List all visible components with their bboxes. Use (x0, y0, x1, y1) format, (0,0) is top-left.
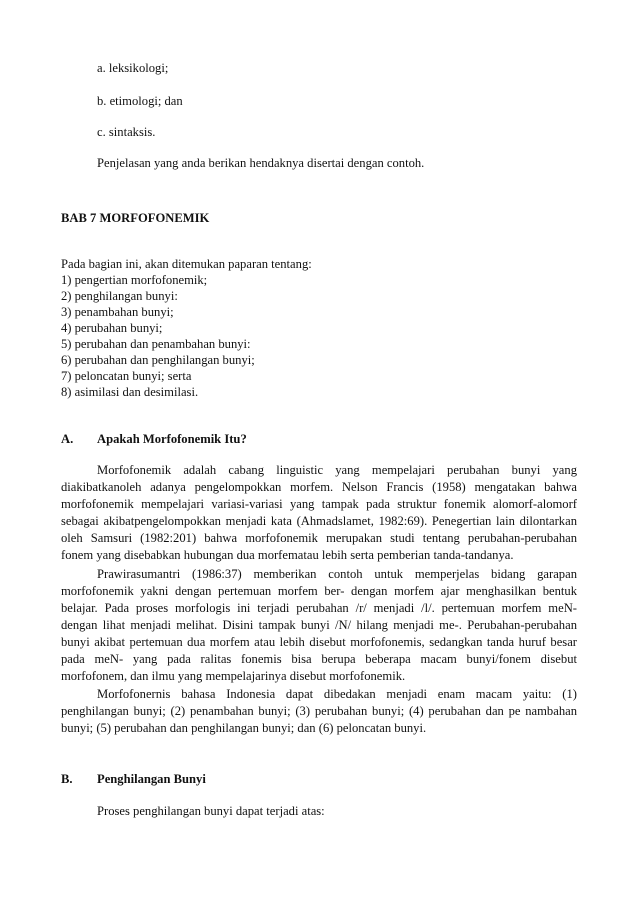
paragraph-line: sebagai akibatpengelompokkan menjadi kata (Ahmadslamet, 1982:69). Penegertian lain dilontarkan (61, 514, 577, 528)
topic-item: 4) perubahan bunyi; (61, 321, 163, 335)
paragraph-line: diakibatkanoleh adanya pengelompokkan morfem. Nelson Francis (1958) mengatakan bahwa (61, 480, 577, 494)
list-item-b: b. etimologi; dan (97, 94, 183, 108)
paragraph-line: belajar. Pada proses morfologis ini terjadi perubahan /r/ menjadi /l/. pertemuan morfem meN- (61, 601, 577, 615)
paragraph-line: dengan lihat menjadi melihat. Disini tampak bunyi /N/ hilang menjadi me-. Perubahan-perubahan (61, 618, 577, 632)
topic-item: 5) perubahan dan penambahan bunyi: (61, 337, 251, 351)
paragraph-line: fonem yang disebabkan hubungan dua morfematau lebih serta pemberian tanda-tandanya. (61, 548, 514, 562)
section-a-paragraph-2 (61, 566, 577, 685)
paragraph-line: Morfofonernis bahasa Indonesia dapat dibedakan menjadi enam macam yaitu: (1) (97, 687, 577, 701)
section-b-title: Penghilangan Bunyi (97, 772, 206, 786)
paragraph-line: oleh Samsuri (1982:201) bahwa morfofonemik merupakan studi tentang perubahan-perubahan (61, 531, 577, 545)
paragraph-line: morfofonem, dan ilmu yang mempelajarinya disebut morfofonemik. (61, 669, 406, 683)
section-a-letter: A. (61, 432, 74, 446)
paragraph-line: morfofonemik yakni dengan pertemuan morfem ber- dengan morfem ajar menghasilkan bentuk (61, 584, 577, 598)
topic-item: 8) asimilasi dan desimilasi. (61, 385, 199, 399)
topic-item: 1) pengertian morfofonemik; (61, 273, 208, 287)
topic-item: 2) penghilangan bunyi: (61, 289, 178, 303)
section-a-paragraph-1 (61, 462, 577, 564)
section-a-title: Apakah Morfofonemik Itu? (97, 432, 247, 446)
paragraph-line: Morfofonemik adalah cabang linguistic yang mempelajari perubahan bunyi yang (97, 463, 577, 477)
topic-item: 3) penambahan bunyi; (61, 305, 174, 319)
section-b-letter: B. (61, 772, 73, 786)
section-b-text: Proses penghilangan bunyi dapat terjadi atas: (97, 804, 325, 818)
section-a-paragraph-3 (61, 686, 577, 737)
list-item-c: c. sintaksis. (97, 125, 156, 139)
paragraph-line: morfofonemik mempelajari variasi-variasi yang tampak pada struktur fonemik alomorf-alomorf (61, 497, 577, 511)
paragraph-line: penghilangan bunyi; (2) penambahan bunyi; (3) perubahan bunyi; (4) perubahan dan pe nambahan (61, 704, 577, 718)
paragraph-line: pada meN- yang pada ralitas fonemis bisa berupa beberapa macam bunyi/fonem disebut (61, 652, 577, 666)
paragraph-line: bunyi; (5) perubahan dan penghilangan bunyi; dan (6) peloncatan bunyi. (61, 721, 427, 735)
topic-item: 6) perubahan dan penghilangan bunyi; (61, 353, 255, 367)
list-item-a: a. leksikologi; (97, 61, 169, 75)
instruction-text: Penjelasan yang anda berikan hendaknya disertai dengan contoh. (97, 156, 425, 170)
paragraph-line: bunyi akibat pertemuan dua morfem atau lebih disebut morfofonemis, sedangkan tanda huruf besar (61, 635, 577, 649)
topic-item: 7) peloncatan bunyi; serta (61, 369, 192, 383)
chapter-title: BAB 7 MORFOFONEMIK (61, 211, 210, 225)
paragraph-line: Prawirasumantri (1986:37) memberikan contoh untuk memperjelas bidang garapan (97, 567, 577, 581)
intro-text: Pada bagian ini, akan ditemukan paparan tentang: (61, 257, 312, 271)
